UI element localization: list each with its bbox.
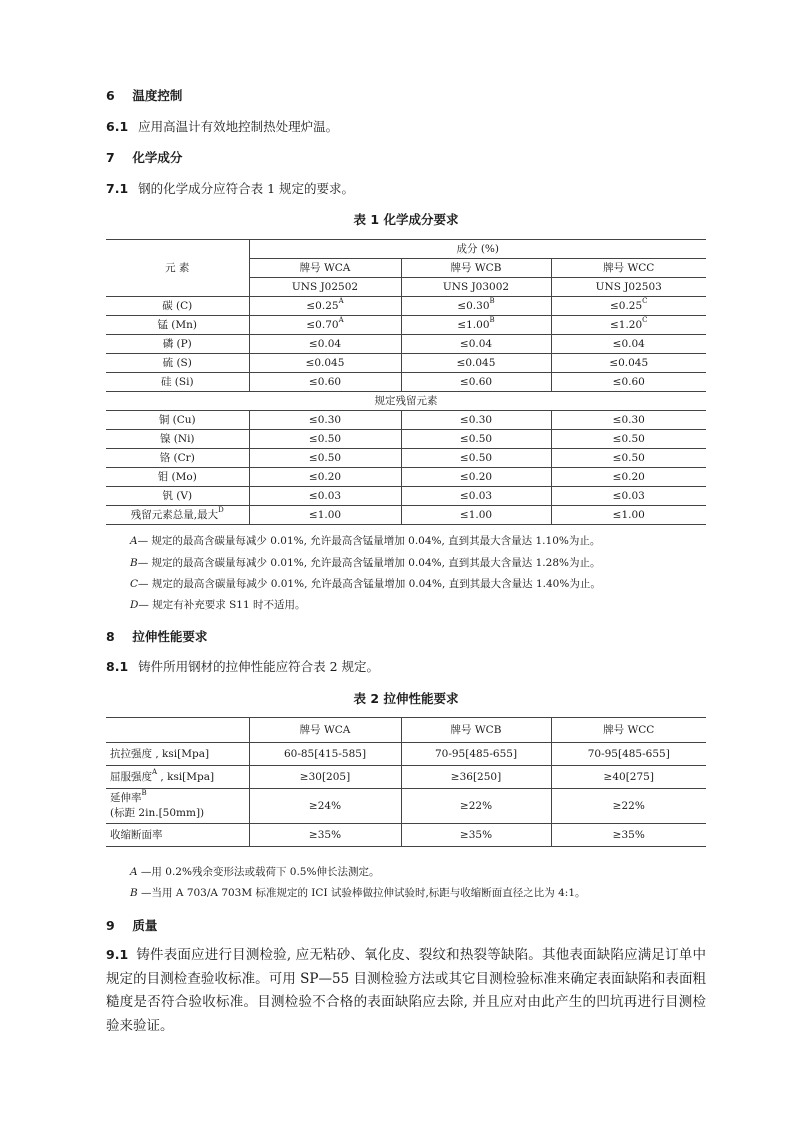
element-cell: 硅 (Si) bbox=[106, 373, 249, 392]
value-cell: ≥35% bbox=[401, 824, 551, 847]
value-cell: ≤0.045 bbox=[401, 354, 551, 373]
grade-name: 牌号 WCC bbox=[551, 718, 706, 743]
grade-uns: UNS J02502 bbox=[249, 278, 401, 297]
value-cell: ≥35% bbox=[249, 824, 401, 847]
section-7-heading: 7 化学成分 bbox=[106, 150, 183, 165]
table-row bbox=[106, 354, 706, 373]
value-cell: ≤0.60 bbox=[551, 373, 706, 392]
composition-header: 成分 (%) bbox=[249, 240, 706, 259]
element-cell: 铬 (Cr) bbox=[106, 449, 249, 468]
table-row bbox=[106, 824, 706, 847]
table-row bbox=[106, 789, 706, 824]
grade-uns: UNS J03002 bbox=[401, 278, 551, 297]
property-label: 抗拉强度 , ksi[Mpa] bbox=[106, 743, 249, 766]
element-cell: 磷 (P) bbox=[106, 335, 249, 354]
table-row bbox=[106, 335, 706, 354]
table-row bbox=[106, 506, 706, 525]
blank-header bbox=[106, 718, 249, 743]
table-note: A— 规定的最高含碳量每减少 0.01%, 允许最高含锰量增加 0.04%, 直到其最大含量达 1.10%为止。 bbox=[130, 535, 601, 547]
value-cell: ≤0.20 bbox=[249, 468, 401, 487]
clause-6-1: 6.1 应用高温计有效地控制热处理炉温。 bbox=[106, 119, 339, 134]
table-row bbox=[106, 449, 706, 468]
element-cell: 硫 (S) bbox=[106, 354, 249, 373]
value-cell: $\le 0.25^C$ bbox=[551, 297, 706, 316]
value-cell: ≤1.00 bbox=[551, 506, 706, 525]
value-cell: ≤0.50 bbox=[401, 449, 551, 468]
table-row bbox=[106, 297, 706, 316]
value-cell: ≤0.30 bbox=[551, 411, 706, 430]
clause-8-1: 8.1 铸件所用钢材的拉伸性能应符合表 2 规定。 bbox=[106, 659, 380, 674]
value-cell: ≥30[205] bbox=[249, 766, 401, 789]
value-cell: ≤1.00 bbox=[401, 506, 551, 525]
element-cell: 残留元素总量,最大$^D$ bbox=[106, 506, 249, 525]
property-label: 收缩断面率 bbox=[106, 824, 249, 847]
table-note: C— 规定的最高含碳量每减少 0.01%, 允许最高含锰量增加 0.04%, 直到其最大含量达 1.40%为止。 bbox=[130, 578, 601, 590]
value-cell: ≤1.00 bbox=[249, 506, 401, 525]
value-cell: ≥40[275] bbox=[551, 766, 706, 789]
element-cell: 镍 (Ni) bbox=[106, 430, 249, 449]
value-cell: ≥36[250] bbox=[401, 766, 551, 789]
value-cell: ≤0.045 bbox=[249, 354, 401, 373]
property-label: 屈服强度$^A$ , ksi[Mpa] bbox=[106, 766, 249, 789]
value-cell: ≤0.03 bbox=[551, 487, 706, 506]
value-cell: ≤0.50 bbox=[551, 449, 706, 468]
element-cell: 锰 (Mn) bbox=[106, 316, 249, 335]
value-cell: ≤0.50 bbox=[401, 430, 551, 449]
value-cell: ≤0.04 bbox=[551, 335, 706, 354]
value-cell: ≥22% bbox=[401, 789, 551, 824]
element-cell: 钼 (Mo) bbox=[106, 468, 249, 487]
table-row bbox=[106, 411, 706, 430]
value-cell: ≤0.50 bbox=[551, 430, 706, 449]
value-cell: $\le 1.20^C$ bbox=[551, 316, 706, 335]
table-2-caption: 表 2 拉伸性能要求 bbox=[353, 691, 459, 706]
value-cell: ≤0.03 bbox=[401, 487, 551, 506]
grade-name: 牌号 WCB bbox=[401, 259, 551, 278]
table-note: B— 规定的最高含碳量每减少 0.01%, 允许最高含锰量增加 0.04%, 直到其最大含量达 1.28%为止。 bbox=[130, 557, 601, 569]
table-note: B —当用 A 703/A 703M 标准规定的 ICI 试验棒做拉伸试验时,标距与收缩断面直径之比为 4:1。 bbox=[130, 887, 586, 899]
value-cell: ≤0.04 bbox=[249, 335, 401, 354]
element-header: 元 素 bbox=[106, 240, 249, 297]
value-cell: 60-85[415-585] bbox=[249, 743, 401, 766]
element-cell: 碳 (C) bbox=[106, 297, 249, 316]
table-row bbox=[106, 430, 706, 449]
property-label: 延伸率$^B$ (标距 2in.[50mm]) bbox=[106, 789, 249, 824]
table-1-caption: 表 1 化学成分要求 bbox=[353, 212, 459, 227]
value-cell: $\le 1.00^B$ bbox=[401, 316, 551, 335]
tensile-properties-table bbox=[106, 717, 706, 847]
value-cell: ≤0.50 bbox=[249, 430, 401, 449]
value-cell: 70-95[485-655] bbox=[551, 743, 706, 766]
grade-name: 牌号 WCA bbox=[249, 259, 401, 278]
table-row bbox=[106, 487, 706, 506]
value-cell: ≤0.04 bbox=[401, 335, 551, 354]
value-cell: $\le 0.70^A$ bbox=[249, 316, 401, 335]
residual-header: 规定残留元素 bbox=[106, 392, 706, 411]
value-cell: 70-95[485-655] bbox=[401, 743, 551, 766]
table-row bbox=[106, 743, 706, 766]
value-cell: ≤0.50 bbox=[249, 449, 401, 468]
grade-name: 牌号 WCA bbox=[249, 718, 401, 743]
grade-name: 牌号 WCB bbox=[401, 718, 551, 743]
value-cell: ≤0.30 bbox=[249, 411, 401, 430]
section-6-heading: 6 温度控制 bbox=[106, 88, 183, 103]
table-note: A —用 0.2%残余变形法或载荷下 0.5%伸长法测定。 bbox=[130, 866, 380, 878]
value-cell: $\le 0.25^A$ bbox=[249, 297, 401, 316]
element-cell: 铜 (Cu) bbox=[106, 411, 249, 430]
value-cell: ≤0.045 bbox=[551, 354, 706, 373]
value-cell: ≥22% bbox=[551, 789, 706, 824]
table-note: D— 规定有补充要求 S11 时不适用。 bbox=[130, 599, 306, 611]
table-row bbox=[106, 468, 706, 487]
value-cell: ≥24% bbox=[249, 789, 401, 824]
value-cell: ≤0.60 bbox=[401, 373, 551, 392]
grade-uns: UNS J02503 bbox=[551, 278, 706, 297]
table-row bbox=[106, 766, 706, 789]
section-9-heading: 9 质量 bbox=[106, 918, 158, 933]
value-cell: ≤0.60 bbox=[249, 373, 401, 392]
table-row bbox=[106, 316, 706, 335]
section-8-heading: 8 拉伸性能要求 bbox=[106, 629, 208, 644]
value-cell: ≤0.20 bbox=[551, 468, 706, 487]
value-cell: $\le 0.30^B$ bbox=[401, 297, 551, 316]
grade-name: 牌号 WCC bbox=[551, 259, 706, 278]
chemical-composition-table bbox=[106, 239, 706, 525]
value-cell: ≤0.03 bbox=[249, 487, 401, 506]
value-cell: ≤0.20 bbox=[401, 468, 551, 487]
element-cell: 钒 (V) bbox=[106, 487, 249, 506]
clause-7-1: 7.1 钢的化学成分应符合表 1 规定的要求。 bbox=[106, 181, 355, 196]
value-cell: ≥35% bbox=[551, 824, 706, 847]
table-row bbox=[106, 373, 706, 392]
clause-9-1: 9.1 铸件表面应进行目测检验, 应无粘砂、氧化皮、裂纹和热裂等缺陷。其他表面缺陷应满足订单中规定的目测检查验收标准。可用 SP—55 目测检验方法或其它目测检验标准来确定表面缺陷和表面粗糙度是否符合验收标准。目测检验不合格的表面缺陷应去除, 并且应对由此产生的凹坑再进行目测检验来验证。 bbox=[106, 947, 706, 1034]
value-cell: ≤0.30 bbox=[401, 411, 551, 430]
